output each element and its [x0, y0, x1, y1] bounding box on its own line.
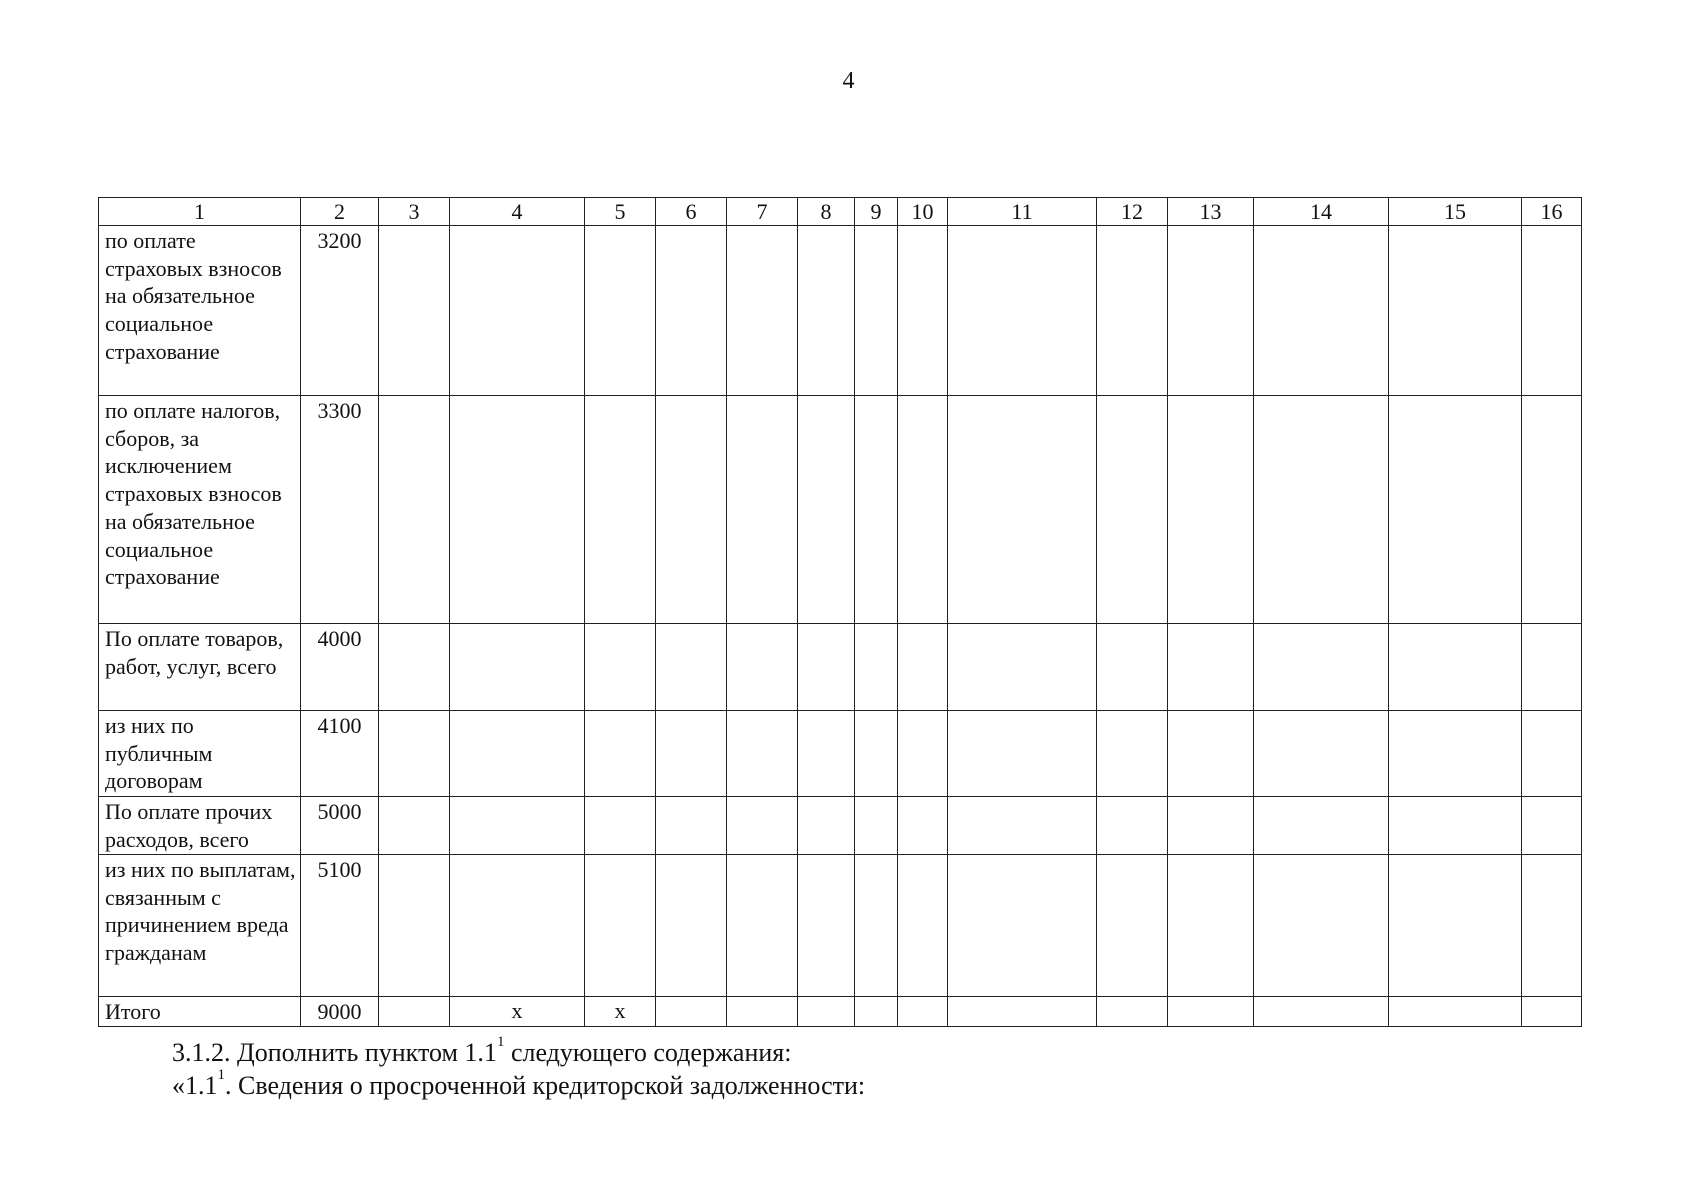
table-cell: [656, 855, 727, 997]
row-label: из них по выплатам, связанным с причинением вреда гражданам: [99, 855, 301, 997]
table-cell: [855, 226, 898, 396]
table-cell: [1522, 711, 1582, 797]
table-cell: х: [450, 997, 585, 1027]
table-row: [99, 797, 1582, 855]
overdue-payables-table: [98, 197, 1582, 1027]
column-header-6: 6: [656, 198, 727, 226]
table-cell: [948, 855, 1097, 997]
table-cell: [656, 997, 727, 1027]
table-cell: [898, 624, 948, 711]
column-header-10: 10: [898, 198, 948, 226]
table-cell: [727, 855, 798, 997]
table-row: [99, 855, 1582, 997]
table-cell: [1254, 226, 1389, 396]
table-cell: [1254, 624, 1389, 711]
table-cell: [379, 396, 450, 624]
column-header-9: 9: [855, 198, 898, 226]
table-cell: [656, 797, 727, 855]
row-code: 3300: [301, 396, 379, 624]
column-header-15: 15: [1389, 198, 1522, 226]
table-cell: [1097, 997, 1168, 1027]
row-code: 5000: [301, 797, 379, 855]
table-row: [99, 396, 1582, 624]
table-cell: [1522, 797, 1582, 855]
table-cell: [379, 711, 450, 797]
table-cell: [379, 997, 450, 1027]
table-cell: [798, 797, 855, 855]
table-cell: [1254, 997, 1389, 1027]
table-cell: [585, 396, 656, 624]
table-cell: [1097, 226, 1168, 396]
table-row: [99, 711, 1582, 797]
table-cell: [379, 797, 450, 855]
column-header-5: 5: [585, 198, 656, 226]
table-cell: [798, 711, 855, 797]
column-header-13: 13: [1168, 198, 1254, 226]
table-cell: [1389, 396, 1522, 624]
table-cell: [379, 226, 450, 396]
table-cell: [798, 226, 855, 396]
page-number: 4: [842, 68, 855, 94]
table-cell: [1168, 711, 1254, 797]
table-cell: [855, 855, 898, 997]
table-cell: [727, 997, 798, 1027]
table-cell: [379, 855, 450, 997]
column-header-1: 1: [99, 198, 301, 226]
column-header-8: 8: [798, 198, 855, 226]
table-cell: [898, 396, 948, 624]
row-code: 3200: [301, 226, 379, 396]
row-label: По оплате товаров, работ, услуг, всего: [99, 624, 301, 711]
table-cell: [450, 226, 585, 396]
table-cell: [855, 624, 898, 711]
table-cell: [798, 396, 855, 624]
column-header-3: 3: [379, 198, 450, 226]
table-row: [99, 226, 1582, 396]
table-cell: [585, 624, 656, 711]
paragraph-amendment: [172, 1034, 792, 1068]
table-row: [99, 624, 1582, 711]
table-row: [99, 997, 1582, 1027]
paragraph-section-title: [172, 1067, 866, 1101]
row-label: по оплате налогов, сборов, за исключением страховых взносов на обязательное социальное страхование: [99, 396, 301, 624]
column-header-11: 11: [948, 198, 1097, 226]
table-cell: [585, 797, 656, 855]
row-label: Итого: [99, 997, 301, 1027]
table-cell: [948, 226, 1097, 396]
table-cell: [898, 797, 948, 855]
table-cell: [1389, 226, 1522, 396]
table-cell: [727, 797, 798, 855]
paragraph-text: следующего содержания:: [504, 1038, 792, 1067]
table-cell: [727, 711, 798, 797]
table-cell: [450, 855, 585, 997]
column-header-12: 12: [1097, 198, 1168, 226]
table-cell: [1389, 797, 1522, 855]
table-cell: [1097, 797, 1168, 855]
table-cell: [948, 797, 1097, 855]
table-cell: [1168, 855, 1254, 997]
row-label: по оплате страховых взносов на обязательное социальное страхование: [99, 226, 301, 396]
column-header-2: 2: [301, 198, 379, 226]
table-cell: [855, 997, 898, 1027]
table-cell: [1168, 226, 1254, 396]
table-cell: [948, 711, 1097, 797]
table-cell: [656, 711, 727, 797]
table-cell: [1097, 855, 1168, 997]
table-cell: [898, 997, 948, 1027]
table-cell: [1097, 624, 1168, 711]
table-cell: [855, 711, 898, 797]
row-code: 4000: [301, 624, 379, 711]
table-cell: [1389, 711, 1522, 797]
superscript: 1: [217, 1067, 225, 1083]
paragraph-text: . Сведения о просроченной кредиторской задолженности:: [225, 1071, 866, 1100]
column-header-4: 4: [450, 198, 585, 226]
table-cell: [450, 797, 585, 855]
table-cell: [1254, 797, 1389, 855]
table-cell: [798, 855, 855, 997]
table-cell: [450, 624, 585, 711]
row-code: 4100: [301, 711, 379, 797]
table-cell: [898, 855, 948, 997]
table-cell: х: [585, 997, 656, 1027]
table-cell: [1522, 997, 1582, 1027]
table-cell: [948, 624, 1097, 711]
column-header-14: 14: [1254, 198, 1389, 226]
table-cell: [948, 396, 1097, 624]
row-code: 5100: [301, 855, 379, 997]
table-cell: [727, 396, 798, 624]
table-cell: [798, 624, 855, 711]
row-label: из них по публичным договорам: [99, 711, 301, 797]
table-cell: [450, 711, 585, 797]
row-label: По оплате прочих расходов, всего: [99, 797, 301, 855]
table-cell: [585, 855, 656, 997]
table-cell: [1254, 855, 1389, 997]
table-header-row: [99, 198, 1582, 226]
table-cell: [855, 797, 898, 855]
table-cell: [1097, 711, 1168, 797]
table-cell: [798, 997, 855, 1027]
table-cell: [1168, 997, 1254, 1027]
paragraph-text: «1.1: [172, 1071, 218, 1100]
table-cell: [898, 226, 948, 396]
table-cell: [948, 997, 1097, 1027]
table-cell: [379, 624, 450, 711]
table-cell: [1254, 711, 1389, 797]
table-cell: [585, 226, 656, 396]
table-cell: [898, 711, 948, 797]
table-cell: [727, 226, 798, 396]
table-cell: [1522, 855, 1582, 997]
table-cell: [1168, 797, 1254, 855]
table-cell: [855, 396, 898, 624]
table-cell: [1522, 624, 1582, 711]
table-cell: [1389, 624, 1522, 711]
table-body: [99, 226, 1582, 1027]
paragraph-text: 3.1.2. Дополнить пунктом 1.1: [172, 1038, 497, 1067]
table-cell: [1389, 855, 1522, 997]
table-cell: [727, 624, 798, 711]
table-cell: [1389, 997, 1522, 1027]
superscript: 1: [496, 1034, 505, 1050]
table-cell: [450, 396, 585, 624]
table-cell: [1168, 624, 1254, 711]
table-cell: [1522, 226, 1582, 396]
table-cell: [1522, 396, 1582, 624]
table-cell: [656, 396, 727, 624]
table-cell: [1097, 396, 1168, 624]
table-cell: [656, 226, 727, 396]
column-header-16: 16: [1522, 198, 1582, 226]
table-cell: [1254, 396, 1389, 624]
row-code: 9000: [301, 997, 379, 1027]
table-cell: [656, 624, 727, 711]
table-cell: [585, 711, 656, 797]
table-cell: [1168, 396, 1254, 624]
column-header-7: 7: [727, 198, 798, 226]
